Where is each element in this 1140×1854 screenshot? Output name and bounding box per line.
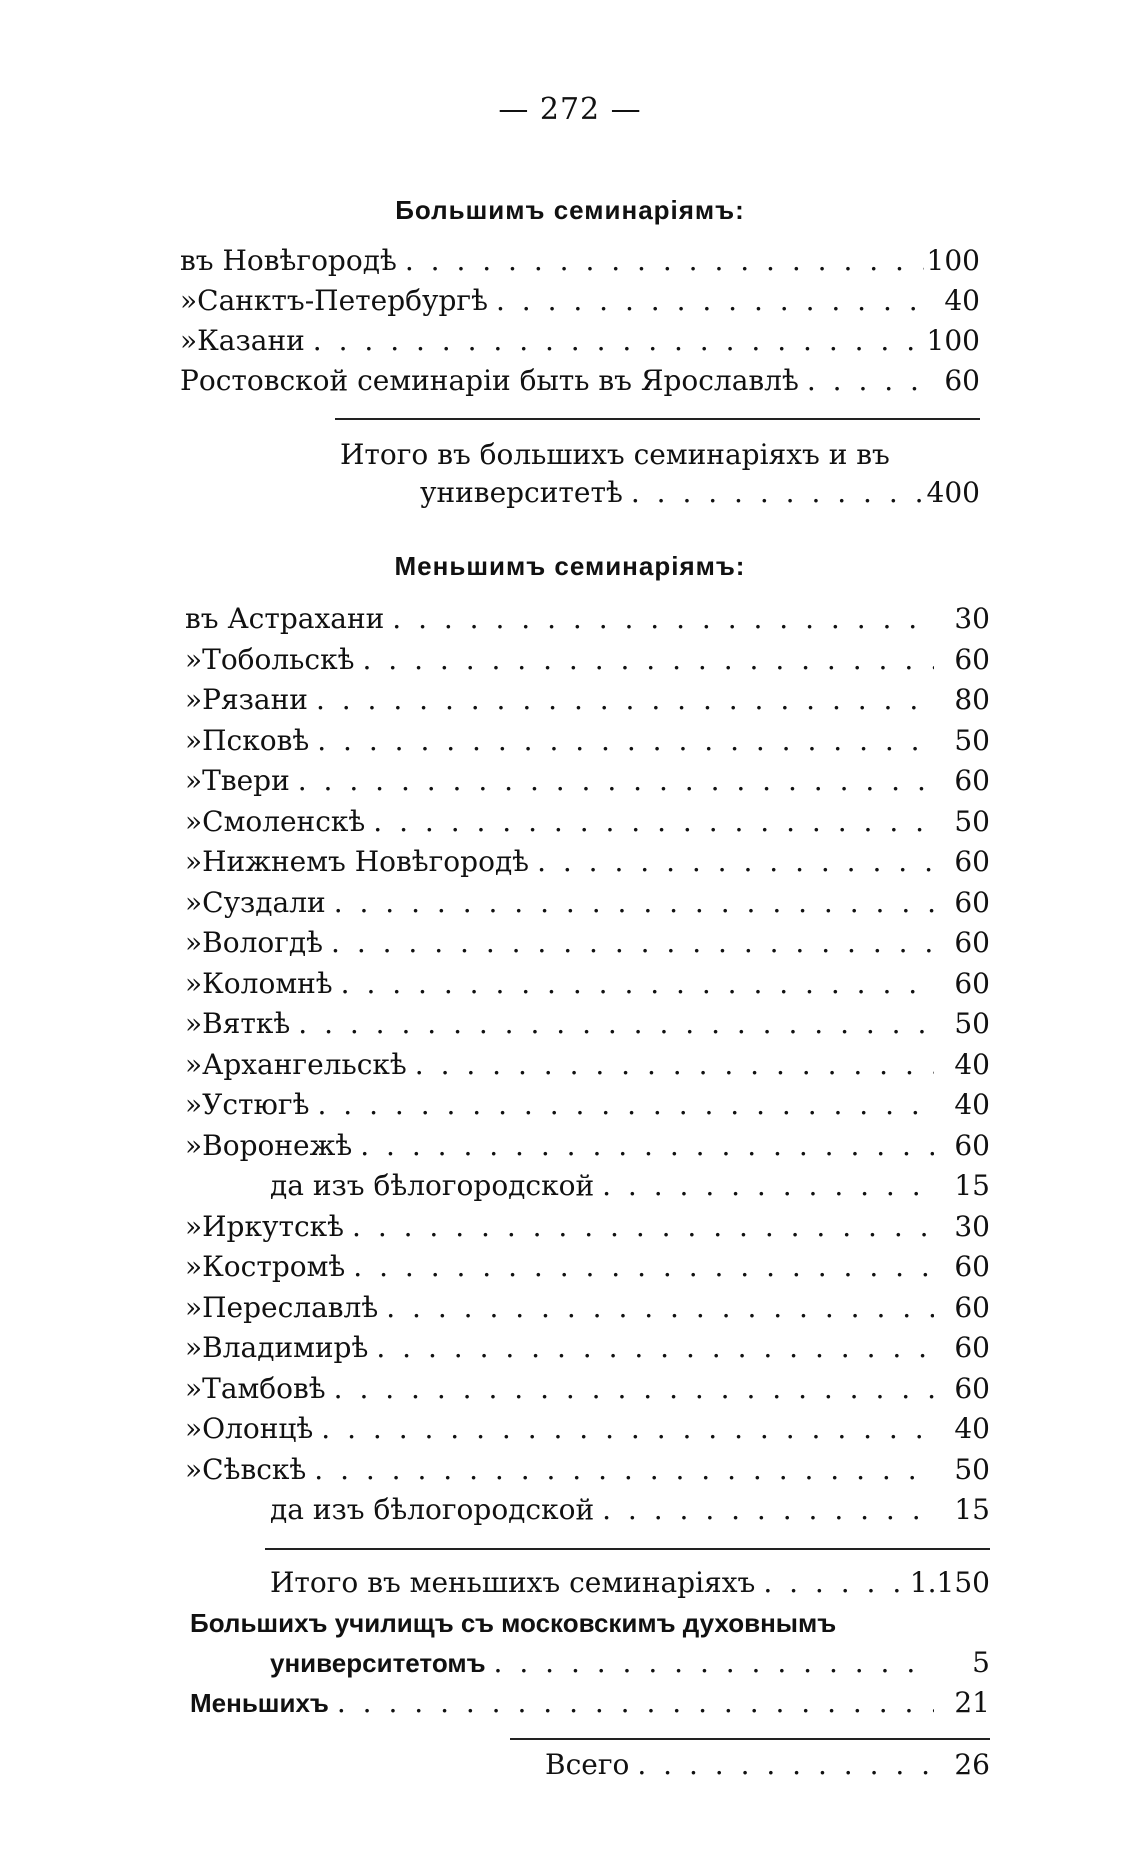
row-value: 60 bbox=[954, 764, 990, 797]
ditto-marker: » bbox=[185, 1291, 203, 1324]
leader-dots bbox=[488, 284, 924, 317]
ditto-marker: » bbox=[185, 845, 203, 878]
leader-dots bbox=[378, 1291, 934, 1324]
table-row bbox=[185, 845, 990, 885]
row-label: Твери bbox=[202, 764, 290, 797]
table-row bbox=[185, 1331, 990, 1371]
row-label: Ростовской семинаріи быть въ Ярославлѣ bbox=[180, 364, 799, 397]
row-label: Олонцѣ bbox=[202, 1412, 314, 1445]
divider bbox=[510, 1738, 990, 1740]
row-label: Переславлѣ bbox=[202, 1291, 379, 1324]
table-row bbox=[180, 364, 980, 404]
ditto-marker: » bbox=[185, 1048, 203, 1081]
major-heading: Большимъ семинаріямъ: bbox=[395, 195, 745, 225]
row-label: Тамбовѣ bbox=[202, 1372, 326, 1405]
row-value: 60 bbox=[954, 1331, 990, 1364]
row-value: 60 bbox=[954, 967, 990, 1000]
leader-dots bbox=[352, 1129, 934, 1162]
leader-dots bbox=[397, 244, 924, 277]
ditto-marker: » bbox=[185, 805, 203, 838]
row-label: Суздали bbox=[202, 886, 326, 919]
page-number: — 272 — bbox=[498, 92, 642, 127]
leader-dots bbox=[308, 683, 934, 716]
row-value: 15 bbox=[954, 1169, 990, 1202]
leader-dots bbox=[333, 967, 934, 1000]
table-row bbox=[180, 324, 980, 364]
leader-dots bbox=[529, 845, 934, 878]
leader-dots bbox=[329, 1686, 934, 1719]
row-value: 60 bbox=[954, 643, 990, 676]
row-value: 1.150 bbox=[909, 1566, 990, 1599]
row-label: Иркутскѣ bbox=[202, 1210, 345, 1243]
leader-dots bbox=[323, 926, 934, 959]
table-row bbox=[185, 643, 990, 683]
row-value: 15 bbox=[954, 1493, 990, 1526]
leader-dots bbox=[629, 1748, 934, 1781]
row-label: Санктъ-Петербургѣ bbox=[197, 284, 488, 317]
row-label: Воронежѣ bbox=[202, 1129, 353, 1162]
row-label: да изъ бѣлогородской bbox=[270, 1493, 595, 1526]
table-row bbox=[270, 1493, 990, 1533]
minor-heading: Меньшимъ семинаріямъ: bbox=[394, 551, 746, 581]
ditto-marker: » bbox=[185, 1129, 203, 1162]
table-row bbox=[185, 1048, 990, 1088]
ditto-marker: » bbox=[185, 1007, 203, 1040]
table-row bbox=[185, 886, 990, 926]
row-value: 50 bbox=[954, 1007, 990, 1040]
leader-dots bbox=[290, 764, 934, 797]
row-label: Казани bbox=[197, 324, 305, 357]
table-row bbox=[185, 1291, 990, 1331]
ditto-marker: » bbox=[185, 1331, 203, 1364]
row-label: Коломнѣ bbox=[202, 967, 333, 1000]
row-label: Архангельскѣ bbox=[202, 1048, 407, 1081]
leader-dots bbox=[313, 1412, 934, 1445]
row-value: 60 bbox=[954, 926, 990, 959]
leader-dots bbox=[623, 476, 924, 509]
row-label: Тобольскѣ bbox=[202, 643, 355, 676]
table-row bbox=[185, 1210, 990, 1250]
row-value: 40 bbox=[954, 1048, 990, 1081]
grand-total-row bbox=[545, 1748, 990, 1788]
row-value: 60 bbox=[954, 1250, 990, 1283]
ditto-marker: » bbox=[185, 1372, 203, 1405]
table-row bbox=[185, 1372, 990, 1412]
row-label: университетѣ bbox=[420, 476, 623, 509]
table-row bbox=[185, 805, 990, 845]
ditto-marker: » bbox=[185, 926, 203, 959]
row-value: 80 bbox=[954, 683, 990, 716]
row-label: въ Астрахани bbox=[185, 602, 385, 635]
row-label: Владимирѣ bbox=[202, 1331, 369, 1364]
ditto-marker: » bbox=[185, 967, 203, 1000]
table-row bbox=[180, 284, 980, 324]
table-row bbox=[185, 1088, 990, 1128]
leader-dots bbox=[365, 805, 934, 838]
ditto-marker: » bbox=[180, 284, 198, 317]
row-value: 26 bbox=[954, 1748, 990, 1781]
row-value: 40 bbox=[954, 1412, 990, 1445]
leader-dots bbox=[799, 364, 924, 397]
leader-dots bbox=[355, 643, 935, 676]
ditto-marker: » bbox=[185, 1250, 203, 1283]
leader-dots bbox=[407, 1048, 934, 1081]
table-row bbox=[185, 1453, 990, 1493]
row-value: 60 bbox=[954, 1291, 990, 1324]
row-value: 40 bbox=[944, 284, 980, 317]
leader-dots bbox=[594, 1493, 934, 1526]
table-row bbox=[185, 683, 990, 723]
row-label: Псковѣ bbox=[202, 724, 310, 757]
row-label: въ Новѣгородѣ bbox=[180, 244, 397, 277]
row-label: Нижнемъ Новѣгородѣ bbox=[202, 845, 530, 878]
major-total-row bbox=[420, 476, 980, 516]
row-value: 100 bbox=[926, 324, 980, 357]
leader-dots bbox=[305, 324, 924, 357]
ditto-marker: » bbox=[185, 683, 203, 716]
leader-dots bbox=[309, 724, 934, 757]
leader-dots bbox=[486, 1646, 934, 1679]
table-row bbox=[185, 967, 990, 1007]
ditto-marker: » bbox=[185, 1210, 203, 1243]
row-value: 50 bbox=[954, 805, 990, 838]
row-label: Меньшихъ bbox=[190, 1688, 329, 1718]
row-label: Вяткѣ bbox=[202, 1007, 291, 1040]
table-row bbox=[270, 1169, 990, 1209]
ditto-marker: » bbox=[185, 1453, 203, 1486]
ditto-marker: » bbox=[185, 724, 203, 757]
leader-dots bbox=[345, 1250, 934, 1283]
table-row bbox=[185, 602, 990, 642]
divider bbox=[335, 418, 980, 420]
row-value: 60 bbox=[954, 845, 990, 878]
divider bbox=[265, 1548, 990, 1550]
row-value: 60 bbox=[954, 1129, 990, 1162]
schools-major-row bbox=[270, 1646, 990, 1686]
row-label: Рязани bbox=[202, 683, 308, 716]
minor-total-row bbox=[270, 1566, 990, 1606]
ditto-marker: » bbox=[185, 764, 203, 797]
table-row bbox=[185, 1412, 990, 1452]
row-label: Смоленскѣ bbox=[202, 805, 366, 838]
row-label: Костромѣ bbox=[202, 1250, 346, 1283]
row-value: 100 bbox=[926, 244, 980, 277]
leader-dots bbox=[594, 1169, 934, 1202]
row-value: 50 bbox=[954, 1453, 990, 1486]
row-label: Итого въ меньшихъ семинаріяхъ bbox=[270, 1566, 756, 1599]
row-label: Всего bbox=[545, 1748, 630, 1781]
leader-dots bbox=[326, 1372, 934, 1405]
table-row bbox=[185, 1250, 990, 1290]
row-value: 60 bbox=[954, 1372, 990, 1405]
ditto-marker: » bbox=[185, 643, 203, 676]
ditto-marker: » bbox=[185, 1412, 203, 1445]
table-row bbox=[185, 764, 990, 804]
leader-dots bbox=[309, 1088, 934, 1121]
row-value: 5 bbox=[972, 1646, 990, 1679]
table-row bbox=[185, 724, 990, 764]
row-label: Устюгѣ bbox=[202, 1088, 310, 1121]
leader-dots bbox=[384, 602, 934, 635]
major-total-line1: Итого въ большихъ семинаріяхъ и въ bbox=[340, 438, 890, 471]
row-value: 60 bbox=[954, 886, 990, 919]
leader-dots bbox=[326, 886, 934, 919]
ditto-marker: » bbox=[185, 886, 203, 919]
leader-dots bbox=[368, 1331, 934, 1364]
row-label: да изъ бѣлогородской bbox=[270, 1169, 595, 1202]
row-value: 60 bbox=[944, 364, 980, 397]
leader-dots bbox=[306, 1453, 934, 1486]
schools-minor-row bbox=[190, 1686, 990, 1726]
leader-dots bbox=[344, 1210, 934, 1243]
ditto-marker: » bbox=[180, 324, 198, 357]
leader-dots bbox=[290, 1007, 934, 1040]
row-value: 50 bbox=[954, 724, 990, 757]
row-label: университетомъ bbox=[270, 1648, 486, 1678]
row-value: 30 bbox=[954, 602, 990, 635]
leader-dots bbox=[755, 1566, 910, 1599]
row-value: 40 bbox=[954, 1088, 990, 1121]
row-value: 400 bbox=[926, 476, 980, 509]
row-value: 21 bbox=[954, 1686, 990, 1719]
row-label: Вологдѣ bbox=[202, 926, 324, 959]
schools-major-line1: Большихъ училищъ съ московскимъ духовнымъ bbox=[190, 1608, 837, 1638]
ditto-marker: » bbox=[185, 1088, 203, 1121]
table-row bbox=[180, 244, 980, 284]
row-label: Сѣвскѣ bbox=[202, 1453, 307, 1486]
row-value: 30 bbox=[954, 1210, 990, 1243]
table-row bbox=[185, 1007, 990, 1047]
table-row bbox=[185, 1129, 990, 1169]
table-row bbox=[185, 926, 990, 966]
